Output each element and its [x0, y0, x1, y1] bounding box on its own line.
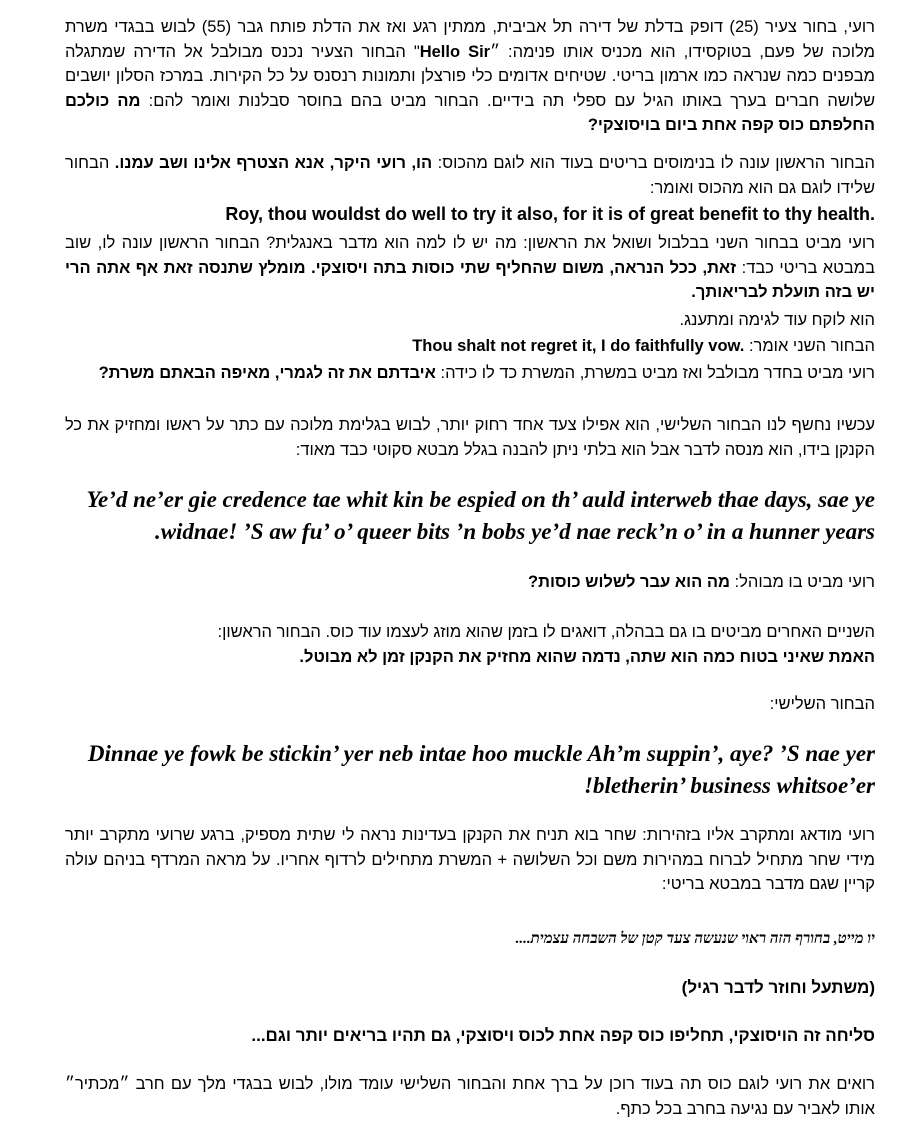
paragraph-second-guy — [65, 231, 875, 305]
first-guy-text: הבחור הראשון עונה לו בנימוסים בריטים בעוד הוא לוגם מהכוס: — [432, 154, 875, 172]
paragraph-roy-scared — [65, 570, 875, 595]
paragraph-others — [65, 620, 875, 669]
english-quote-1 — [65, 202, 875, 227]
third-guy-text: עכשיו נחשף לנו הבחור השלישי, הוא אפילו צעד אחד רחוק יותר, לבוש בגלימת מלוכה עם כתר על ראשו ומחזיק את כל הקנקן בידו, הוא מנסה לדבר אבל הוא בלתי ניתן להבנה בגלל מבטא סקוטי כבד מאוד: — [65, 416, 875, 459]
butler-text: רועי מביט בחדר מבולבל ואז מביט במשרת, המשרת כד לו כידה: — [435, 364, 875, 382]
paragraph-sip — [65, 308, 875, 333]
english-quote-1-text: Roy, thou wouldst do well to try it also, for it is of great benefit to thy health. — [225, 204, 875, 224]
opening-text: רועי, בחור צעיר (25) דופק בדלת של דירה תל אביבית, ממתין רגע ואז את הדלת פותח גבר (55) לבוש בבגדי משרת מלוכה של פעם, בטוקסידו, הוא מכניס אותו פנימה: ״ — [65, 18, 875, 61]
paragraph-knighting — [65, 1072, 875, 1121]
scots-quote-2-line1: Dinnae ye fowk be stickin’ yer neb intae hoo muckle Ah’m suppin’, aye? ’S nae yer — [87, 741, 875, 766]
third-says-text: הבחור השלישי: — [769, 695, 875, 713]
sip-text: הוא לוקח עוד לגימה ומתענג. — [679, 311, 875, 329]
opening-text-cont: " הבחור הצעיר נכנס מבולבל אל הדירה שמתגלה מבפנים כמה שנראה כמו ארמון בריטי. שטיחים אדומים כלי פורצלן ותמונות רנסנס על כל הקירות. במרכז הסלון יושבים שלושה חברים בערך באותו הגיל עם ספלי תה בידיים. הבחור מביט בהם בחוסר סבלנות ואומר להם: — [65, 42, 875, 110]
paragraph-opening — [65, 15, 875, 138]
paragraph-second-says — [65, 334, 875, 359]
narrator-line-2 — [65, 976, 875, 1000]
paragraph-first-guy — [65, 151, 875, 200]
narrator-line-3 — [65, 1024, 875, 1048]
scots-quote-2-line2: bletherin’ business whitsoe’er! — [584, 773, 875, 798]
scots-quote-1-line2: widnae! ’S aw fu’ o’ queer bits ’n bobs ye’d nae reck’n o’ in a hunner years. — [154, 519, 875, 544]
first-guy-quote-2: האמת שאיני בטוח כמה הוא שתה, נדמה שהוא מחזיק את הקנקן זמן לא מבוטל. — [299, 647, 875, 666]
first-guy-text-cont: הבחור שלידו לוגם גם הוא מהכוס ואומר: — [65, 154, 875, 197]
paragraph-third-says — [65, 692, 875, 717]
scots-quote-2 — [55, 738, 875, 802]
second-guy-quote: זאת, ככל הנראה, משום שהחליף שתי כוסות בתה ויסוצקי. מומלץ שתנסה זאת אף אתה הרי יש בזה תועלת לבריאותך. — [65, 258, 875, 301]
roy-scared-text: רועי מביט בו מבוהל: — [729, 573, 875, 591]
narrator-line-3-text: סליחה זה הויסוצקי, תחליפו כוס קפה אחת לכוס ויסוצקי, גם תהיו בריאים יותר וגם... — [251, 1026, 875, 1045]
chase-text: רועי מודאג ומתקרב אליו בזהירות: שחר בוא תניח את הקנקן בעדינות נראה לי שתית מספיק, ברגע שרועי מתקרב יותר מידי שחר מתחיל לברוח במהירות משם וכל השלושה + המשרת מתחילים לרדוף אחריו. על מראה המרדף בניהם עולה קריין שגם מדבר במבטא בריטי: — [65, 826, 875, 893]
narrator-line-1 — [65, 928, 875, 950]
knighting-text: רואים את רועי לוגם כוס תה בעוד רוכן על ברך אחת והבחור השלישי עומד מולו, לבוש בבגדי מלך עם חרב ״מכתיר״ אותו לאביר עם נגיעה בחרב בכל כתף. — [65, 1075, 875, 1118]
first-guy-quote: הו, רועי היקר, אנא הצטרף אלינו ושב עמנו. — [114, 154, 433, 172]
roy-scared-quote: מה הוא עבר לשלוש כוסות? — [528, 573, 730, 591]
opening-question: מה כולכם החלפתם כוס קפה אחת ביום בויסוצקי? — [65, 91, 875, 134]
butler-quote: איבדתם את זה לגמרי, מאיפה הבאתם משרת? — [98, 364, 436, 382]
paragraph-butler — [65, 361, 875, 386]
scots-quote-1-line1: Ye’d ne’er gie credence tae whit kin be espied on th’ auld interweb thae days, sae ye — [86, 487, 875, 512]
hello-sir-phrase: Hello Sir — [419, 42, 491, 61]
second-says-text: הבחור השני אומר: — [744, 337, 875, 355]
second-guy-text: רועי מביט בבחור השני בבלבול ושואל את הראשון: מה יש לו למה הוא מדבר באנגלית? הבחור הראשון עונה לו, שוב במבטא בריטי כבד: — [65, 234, 876, 277]
others-text: השניים האחרים מביטים בו גם בבהלה, דואגים לו בזמן שהוא מוזג לעצמו עוד כוס. הבחור הראשון: — [217, 623, 875, 641]
narrator-line-1-text: יו מייט, בחורף הזה ראוי שנעשה צעד קטן של השבחה עצמית.... — [515, 931, 875, 947]
paragraph-chase — [65, 823, 875, 897]
paragraph-third-guy — [65, 413, 875, 462]
scots-quote-1 — [55, 484, 875, 548]
narrator-line-2-text: (משתעל וחוזר לדבר רגיל) — [681, 978, 875, 997]
english-quote-2: Thou shalt not regret it, I do faithfully vow. — [412, 337, 745, 355]
